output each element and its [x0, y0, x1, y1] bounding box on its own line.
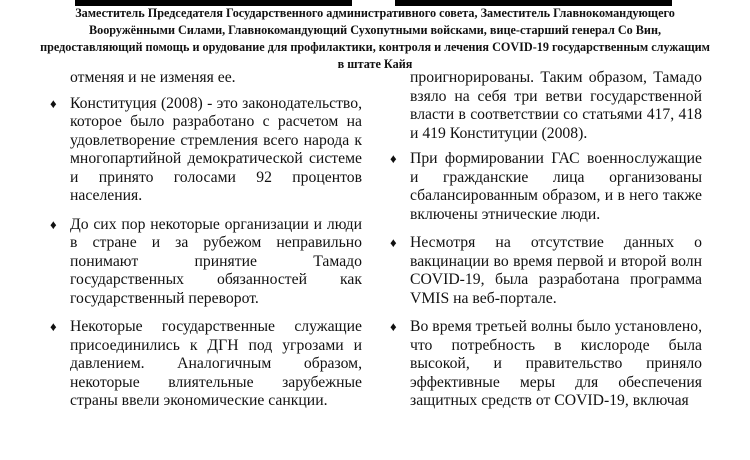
list-item-text: При формировании ГАС военнослужащие и гражданские лица организованы сбалансированным образом, и в него также включены этнические люди.	[410, 150, 702, 223]
photo-caption: Заместитель Председателя Государственного административного совета, Заместитель Главнокомандующего Вооружёнными Силами, Главнокомандующий Сухопутными войсками, вице-старший генерал Со Вин, предоставляющий помощь и орудование для профилактики, контроля и лечения COVID-19 государственным служащим в штате Кайя	[40, 6, 710, 71]
right-column	[390, 69, 702, 421]
left-continuation-text: отменяя и не изменяя ее.	[70, 69, 236, 86]
diamond-bullet-icon: ♦	[50, 95, 57, 111]
list-item	[390, 318, 702, 411]
left-column	[50, 69, 362, 421]
diamond-bullet-icon: ♦	[50, 319, 57, 334]
right-continuation-text: проигнорированы. Таким образом, Тамадо взяло на себя три ветви государственной власти в соответствии со статьями 417, 418 и 419 Конституции (2008).	[410, 69, 702, 142]
list-item-text: Несмотря на отсутствие данных о вакцинации во время первой и второй волн COVID-19, была разработана программа VMIS на веб-портале.	[410, 234, 702, 307]
list-item	[390, 150, 702, 224]
list-item-text: Конституция (2008) - это законодательство, которое было разработано с расчетом на удовлетворение стремления всего народа к многопартийной демократической системе и принято голосами 92 процентов населения.	[70, 94, 362, 204]
list-item-text: Некоторые государственные служащие присоединились к ДГН под угрозами и давлением. Аналогичным образом, некоторые влиятельные зарубежные страны ввели экономические санкции.	[70, 318, 362, 409]
list-item-text: Во время третьей волны было установлено, что потребность в кислороде была высокой, и правительство приняло эффективные меры для обеспечения защитных средств от COVID-19, включая	[410, 318, 702, 409]
diamond-bullet-icon: ♦	[390, 151, 397, 166]
list-item	[50, 318, 362, 411]
diamond-bullet-icon: ♦	[50, 216, 57, 232]
list-item	[390, 234, 702, 308]
list-item-text: До сих пор некоторые организации и люди в стране и за рубежом неправильно понимают принятие Тамадо государственных обязанностей как государственный переворот.	[70, 215, 362, 307]
diamond-bullet-icon: ♦	[390, 319, 397, 334]
list-item	[50, 94, 362, 206]
list-item	[50, 215, 362, 309]
diamond-bullet-icon: ♦	[390, 235, 397, 250]
